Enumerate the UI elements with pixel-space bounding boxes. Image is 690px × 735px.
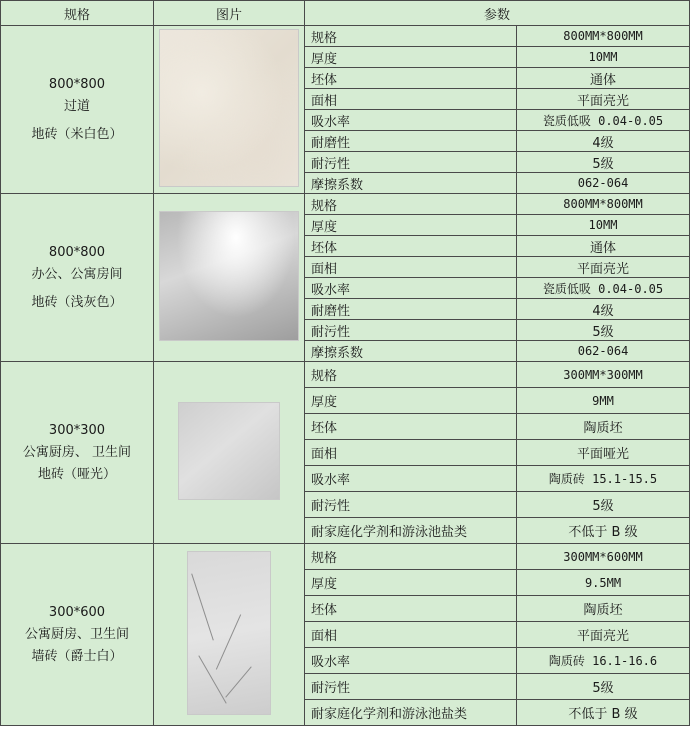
param-value: 10MM bbox=[517, 215, 690, 236]
tile-matte-gray-image bbox=[178, 402, 280, 500]
param-value: 4级 bbox=[517, 299, 690, 320]
header-spec: 规格 bbox=[1, 1, 154, 26]
image-cell bbox=[154, 362, 305, 544]
param-name: 耐污性 bbox=[305, 492, 517, 518]
param-name: 吸水率 bbox=[305, 466, 517, 492]
spec-line: 800*800 bbox=[48, 76, 106, 92]
tile-light-gray-image bbox=[159, 211, 299, 341]
tile-jazz-white-image bbox=[187, 551, 271, 715]
param-value: 062-064 bbox=[517, 173, 690, 194]
param-name: 坯体 bbox=[305, 414, 517, 440]
spec-cell bbox=[1, 544, 154, 726]
param-name: 面相 bbox=[305, 89, 517, 110]
param-name: 耐磨性 bbox=[305, 131, 517, 152]
spec-line: 地砖（米白色） bbox=[31, 126, 123, 142]
param-name: 坯体 bbox=[305, 596, 517, 622]
param-name: 面相 bbox=[305, 622, 517, 648]
spec-line: 地砖（哑光） bbox=[37, 466, 116, 482]
param-value: 300MM*600MM bbox=[517, 544, 690, 570]
param-value: 062-064 bbox=[517, 341, 690, 362]
param-name: 厚度 bbox=[305, 388, 517, 414]
param-value: 9MM bbox=[517, 388, 690, 414]
spec-cell bbox=[1, 194, 154, 362]
tile-beige-image bbox=[159, 29, 299, 187]
spec-line: 墙砖（爵士白） bbox=[31, 648, 123, 664]
param-value: 800MM*800MM bbox=[517, 26, 690, 47]
param-value: 平面亮光 bbox=[517, 257, 690, 278]
param-value: 陶质砖 15.1-15.5 bbox=[517, 466, 690, 492]
param-value: 5级 bbox=[517, 320, 690, 341]
param-name: 吸水率 bbox=[305, 648, 517, 674]
param-name: 吸水率 bbox=[305, 110, 517, 131]
param-value: 瓷质低吸 0.04-0.05 bbox=[517, 278, 690, 299]
param-value: 陶质砖 16.1-16.6 bbox=[517, 648, 690, 674]
param-value: 陶质坯 bbox=[517, 414, 690, 440]
table-row bbox=[1, 544, 690, 570]
spec-cell bbox=[1, 362, 154, 544]
header-row bbox=[1, 1, 690, 26]
table-row bbox=[1, 194, 690, 215]
param-value: 平面亮光 bbox=[517, 89, 690, 110]
param-value: 4级 bbox=[517, 131, 690, 152]
param-name: 坯体 bbox=[305, 68, 517, 89]
spec-line: 300*300 bbox=[48, 422, 106, 438]
param-value: 通体 bbox=[517, 68, 690, 89]
param-value: 5级 bbox=[517, 674, 690, 700]
param-name: 面相 bbox=[305, 257, 517, 278]
param-value: 通体 bbox=[517, 236, 690, 257]
param-name: 摩擦系数 bbox=[305, 173, 517, 194]
spec-line: 地砖（浅灰色） bbox=[31, 294, 123, 310]
spec-cell bbox=[1, 26, 154, 194]
param-name: 耐污性 bbox=[305, 152, 517, 173]
param-value: 平面亮光 bbox=[517, 622, 690, 648]
param-name: 规格 bbox=[305, 544, 517, 570]
param-value: 瓷质低吸 0.04-0.05 bbox=[517, 110, 690, 131]
spec-line: 800*800 bbox=[48, 244, 106, 260]
param-name: 耐家庭化学剂和游泳池盐类 bbox=[305, 518, 517, 544]
param-name: 耐污性 bbox=[305, 320, 517, 341]
spec-line: 公寓厨房、卫生间 bbox=[24, 626, 129, 642]
param-name: 耐磨性 bbox=[305, 299, 517, 320]
param-name: 吸水率 bbox=[305, 278, 517, 299]
param-value: 5级 bbox=[517, 152, 690, 173]
param-name: 厚度 bbox=[305, 47, 517, 68]
param-name: 坯体 bbox=[305, 236, 517, 257]
param-name: 厚度 bbox=[305, 215, 517, 236]
param-name: 规格 bbox=[305, 26, 517, 47]
spec-line: 300*600 bbox=[48, 604, 106, 620]
spec-line: 办公、公寓房间 bbox=[31, 266, 123, 282]
param-value: 9.5MM bbox=[517, 570, 690, 596]
header-params: 参数 bbox=[305, 1, 690, 26]
param-name: 面相 bbox=[305, 440, 517, 466]
param-value: 800MM*800MM bbox=[517, 194, 690, 215]
spec-line: 过道 bbox=[63, 98, 90, 114]
param-name: 耐家庭化学剂和游泳池盐类 bbox=[305, 700, 517, 726]
param-value: 5级 bbox=[517, 492, 690, 518]
param-name: 厚度 bbox=[305, 570, 517, 596]
image-cell bbox=[154, 544, 305, 726]
param-value: 平面哑光 bbox=[517, 440, 690, 466]
image-cell bbox=[154, 194, 305, 362]
table-row bbox=[1, 362, 690, 388]
param-value: 10MM bbox=[517, 47, 690, 68]
spec-line: 公寓厨房、 卫生间 bbox=[22, 444, 132, 460]
param-value: 不低于 B 级 bbox=[517, 518, 690, 544]
table-row bbox=[1, 26, 690, 47]
product-rows bbox=[1, 26, 690, 726]
header-image: 图片 bbox=[154, 1, 305, 26]
param-value: 不低于 B 级 bbox=[517, 700, 690, 726]
param-name: 规格 bbox=[305, 362, 517, 388]
param-name: 规格 bbox=[305, 194, 517, 215]
param-value: 陶质坯 bbox=[517, 596, 690, 622]
param-name: 摩擦系数 bbox=[305, 341, 517, 362]
param-value: 300MM*300MM bbox=[517, 362, 690, 388]
image-cell bbox=[154, 26, 305, 194]
param-name: 耐污性 bbox=[305, 674, 517, 700]
